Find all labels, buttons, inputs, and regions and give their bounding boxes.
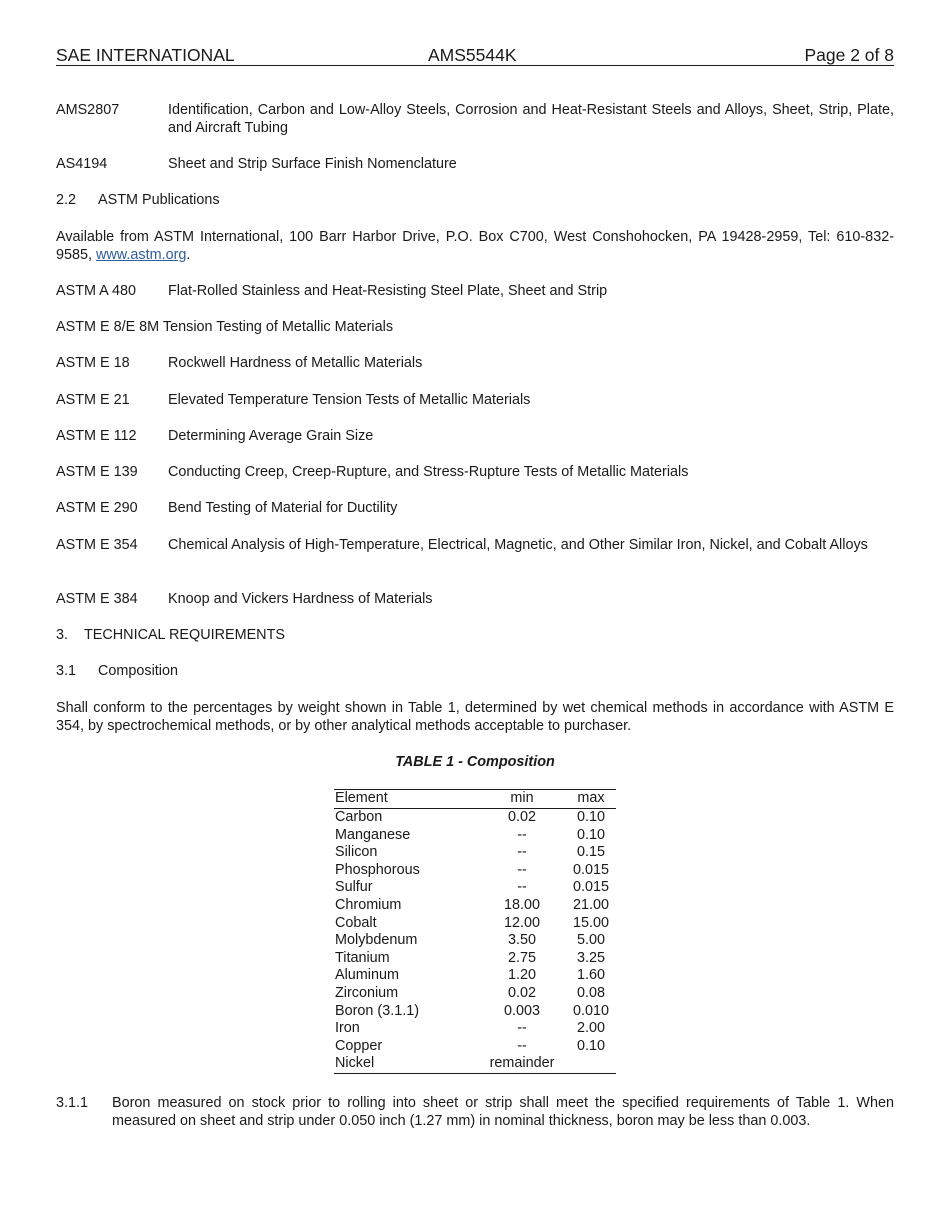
ref-desc: Chemical Analysis of High-Temperature, Electrical, Magnetic, and Other Similar Iron, Nickel, and Cobalt Alloys: [168, 537, 868, 553]
section-2-2-heading: [56, 192, 220, 210]
header-max: max: [577, 790, 605, 806]
ref-as4194: [56, 156, 894, 174]
cell-min: 18.00: [503, 896, 540, 913]
cell-element: Copper: [335, 1037, 383, 1054]
ref-astm-e18: [56, 355, 894, 373]
header-element: Element: [335, 790, 388, 806]
cell-min: 2.75: [507, 949, 536, 966]
cell-element: Nickel: [335, 1055, 375, 1072]
cell-max: 0.015: [572, 879, 609, 896]
note-3-1-1: [56, 1095, 894, 1130]
ref-code: ASTM E 21: [56, 392, 130, 408]
cell-min: --: [517, 826, 527, 843]
cell-min: --: [517, 861, 527, 878]
cell-max: 0.015: [572, 861, 609, 878]
cell-max: 0.10: [576, 809, 605, 825]
cell-min: 0.02: [507, 984, 536, 1001]
note-text: Boron measured on stock prior to rolling into sheet or strip shall meet the specified requirements of Table 1. When measured on sheet and strip under 0.050 inch (1.27 mm) in nominal thickness, boron may be less than 0.003.: [112, 1095, 894, 1129]
cell-element: Iron: [335, 1020, 360, 1037]
table-row: [334, 967, 616, 985]
table-row: [334, 932, 616, 950]
table-row: [334, 915, 616, 933]
cell-min: --: [517, 1037, 527, 1054]
cell-max: 0.15: [576, 844, 605, 861]
ref-code: ASTM A 480: [56, 283, 136, 299]
header-org: SAE INTERNATIONAL: [56, 45, 235, 65]
header-page-number: Page 2 of 8: [804, 45, 894, 65]
ref-astm-a480: [56, 283, 894, 301]
table-row: [334, 809, 616, 827]
cell-max: 0.10: [576, 1037, 605, 1054]
astm-website-link[interactable]: www.astm.org: [96, 246, 187, 263]
ref-desc: Tension Testing of Metallic Materials: [162, 319, 394, 335]
cell-element: Carbon: [335, 809, 383, 825]
cell-max: 21.00: [572, 896, 609, 913]
cell-element: Molybdenum: [335, 932, 418, 949]
ref-ams2807: [56, 102, 894, 137]
ref-desc: Sheet and Strip Surface Finish Nomenclature: [168, 156, 457, 172]
cell-min: --: [517, 844, 527, 861]
table-row: [334, 862, 616, 880]
table-row: [334, 827, 616, 845]
ref-code: ASTM E 112: [56, 428, 137, 444]
section-number: 2.2: [56, 192, 77, 208]
cell-max: 15.00: [572, 914, 609, 931]
cell-max: 0.10: [576, 826, 605, 843]
availability-text: Available from ASTM International, 100 Barr Harbor Drive, P.O. Box C700, West Conshohocken, PA 19428-2959, Tel: 610-832-9585,: [56, 229, 894, 263]
cell-element: Aluminum: [335, 967, 399, 984]
ref-astm-e139: [56, 464, 894, 482]
cell-element: Sulfur: [335, 879, 373, 896]
cell-element: Phosphorous: [335, 861, 420, 878]
ref-code: ASTM E 139: [56, 464, 138, 480]
availability-end: .: [186, 246, 191, 263]
ref-astm-e290: [56, 500, 894, 518]
table-row: [334, 1020, 616, 1038]
cell-element: Titanium: [335, 949, 390, 966]
table-row: [334, 950, 616, 968]
section-3-heading: [56, 627, 285, 645]
ref-code: AS4194: [56, 156, 108, 172]
section-3-1-heading: [56, 663, 178, 681]
ref-code: ASTM E 8/E 8M: [56, 319, 160, 335]
ref-code: ASTM E 354: [56, 537, 138, 553]
cell-max: 0.08: [576, 984, 605, 1001]
ref-astm-e112: [56, 428, 894, 446]
cell-element: Manganese: [335, 826, 411, 843]
ref-astm-e8: [56, 319, 393, 337]
ref-astm-e21: [56, 392, 894, 410]
cell-max: 1.60: [576, 967, 605, 984]
cell-max: 0.010: [572, 1002, 609, 1019]
cell-min: 3.50: [507, 932, 536, 949]
ref-desc: Flat-Rolled Stainless and Heat-Resisting Steel Plate, Sheet and Strip: [168, 283, 608, 299]
header-doc-id: AMS5544K: [428, 45, 517, 65]
cell-min: 0.003: [503, 1002, 540, 1019]
cell-element: Cobalt: [335, 914, 377, 931]
section-number: 3.: [56, 627, 69, 643]
section-title: Composition: [98, 663, 178, 679]
ref-desc: Determining Average Grain Size: [168, 428, 374, 444]
cell-element: Silicon: [335, 844, 378, 861]
page-header: [56, 45, 894, 66]
ref-code: ASTM E 18: [56, 355, 130, 371]
cell-min: 12.00: [503, 914, 540, 931]
note-number: 3.1.1: [56, 1095, 89, 1111]
cell-element: Zirconium: [335, 984, 399, 1001]
ref-astm-e354: [56, 537, 894, 555]
cell-min: remainder: [489, 1055, 555, 1072]
table-row: [334, 1055, 616, 1073]
ref-code: AMS2807: [56, 102, 120, 118]
cell-max: 3.25: [576, 949, 605, 966]
table-caption: TABLE 1 - Composition: [395, 754, 555, 770]
table-row: [334, 1003, 616, 1021]
ref-code: ASTM E 290: [56, 500, 138, 516]
ref-desc: Bend Testing of Material for Ductility: [168, 500, 398, 516]
composition-paragraph: Shall conform to the percentages by weight shown in Table 1, determined by wet chemical methods in accordance with ASTM E 354, by spectrochemical methods, or by other analytical methods acceptable to purchaser.: [56, 700, 894, 734]
cell-min: 1.20: [507, 967, 536, 984]
table-row: [334, 897, 616, 915]
table-row: [334, 985, 616, 1003]
cell-element: Boron (3.1.1): [335, 1002, 419, 1019]
table-header-row: [334, 790, 616, 809]
ref-code: ASTM E 384: [56, 591, 138, 607]
section-title: TECHNICAL REQUIREMENTS: [84, 627, 285, 643]
table-row: [334, 844, 616, 862]
ref-desc: Elevated Temperature Tension Tests of Metallic Materials: [168, 392, 531, 408]
cell-min: --: [517, 879, 527, 896]
cell-min: --: [517, 1020, 527, 1037]
cell-max: 5.00: [576, 932, 605, 949]
table-row: [334, 879, 616, 897]
section-number: 3.1: [56, 663, 77, 679]
ref-astm-e384: [56, 591, 894, 609]
cell-max: 2.00: [576, 1020, 605, 1037]
table-row: [334, 1038, 616, 1056]
ref-desc: Knoop and Vickers Hardness of Materials: [168, 591, 433, 607]
composition-table: [334, 789, 616, 1074]
cell-element: Chromium: [335, 896, 402, 913]
section-title: ASTM Publications: [98, 192, 220, 208]
cell-min: 0.02: [507, 809, 536, 825]
ref-desc: Rockwell Hardness of Metallic Materials: [168, 355, 423, 371]
header-min: min: [510, 790, 534, 806]
ref-desc: Conducting Creep, Creep-Rupture, and Stress-Rupture Tests of Metallic Materials: [168, 464, 689, 480]
ref-desc: Identification, Carbon and Low-Alloy Steels, Corrosion and Heat-Resistant Steels and Alloys, Sheet, Strip, Plate, and Aircraft Tubing: [168, 102, 894, 136]
astm-availability-paragraph: [56, 229, 894, 264]
